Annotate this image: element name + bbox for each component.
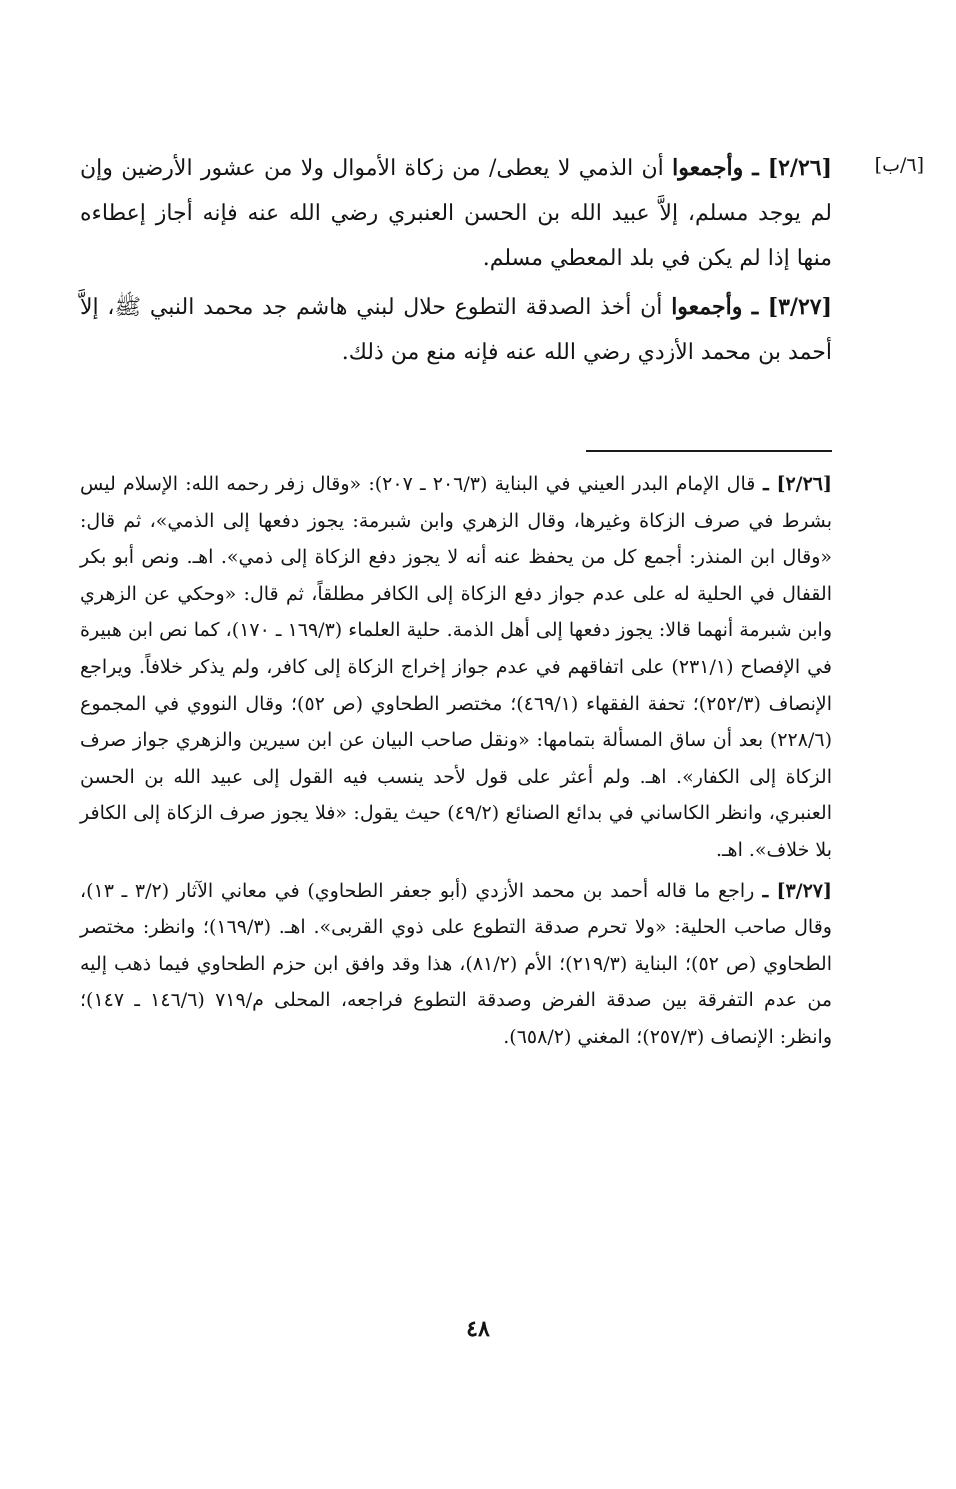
footnote-26 xyxy=(80,466,832,869)
footnote-separator xyxy=(586,450,832,452)
entry-keyword: وأجمعوا xyxy=(672,155,744,181)
footnote-text: قال الإمام البدر العيني في البناية (٢٠٦/٣ ـ ٢٠٧): «وقال زفر رحمه الله: الإسلام ليس بشرط في صرف الزكاة وغيرها، وقال الزهري وابن شبرمة: يجوز دفعها إلى الذمي»، ثم قال: «وقال ابن المنذر: أجمع كل من يحفظ عنه أنه لا يجوز دفع الزكاة إلى ذمي». اهـ. ونص أبو بكر القفال في الحلية له على عدم جواز دفع الزكاة إلى الكافر مطلقاً، ثم قال: «وحكي عن الزهري وابن شبرمة أنهما قالا: يجوز دفعها إلى أهل الذمة. حلية العلماء (١٦٩/٣ ـ ١٧٠)، كما نص ابن هبيرة في الإفصاح (٢٣١/١) على اتفاقهم في عدم جواز إخراج الزكاة إلى كافر، ولم يذكر خلافاً. ويراجع الإنصاف (٢٥٢/٣)؛ تحفة الفقهاء (٤٦٩/١)؛ مختصر الطحاوي (ص ٥٢)؛ وقال النووي في المجموع (٢٢٨/٦) بعد أن ساق المسألة بتمامها: «ونقل صاحب البيان عن ابن سيرين والزهري جواز صرف الزكاة إلى الكفار». اهـ. ولم أعثر على قول لأحد ينسب فيه القول إلى عبيد الله بن الحسن العنبري، وانظر الكاساني في بدائع الصنائع (٤٩/٢) حيث يقول: «فلا يجوز صرف الزكاة إلى الكافر بلا خلاف». اهـ. xyxy=(80,473,833,861)
entry-dash: ـ xyxy=(743,155,768,181)
footnote-number: [٣/٢٧] xyxy=(776,879,832,902)
page-number: ٤٨ xyxy=(466,1316,490,1342)
entry-text: أن الذمي لا يعطى/ من زكاة الأموال ولا من عشور الأرضين وإن لم يوجد مسلم، إلاَّ عبيد الله بن الحسن العنبري رضي الله عنه فإنه أجاز إعطاءه منها إذا لم يكن في بلد المعطي مسلم. xyxy=(80,156,832,271)
manuscript-folio-marker: [٦/ب] xyxy=(874,154,924,176)
main-text xyxy=(80,146,832,379)
footnote-text: راجع ما قاله أحمد بن محمد الأزدي (أبو جعفر الطحاوي) في معاني الآثار (٣/٢ ـ ١٣)، وقال صاحب الحلية: «ولا تحرم صدقة التطوع على ذوي القربى». اهـ. (١٦٩/٣)؛ وانظر: مختصر الطحاوي (ص ٥٢)؛ البناية (٢١٩/٣)؛ الأم (٨١/٢)، هذا وقد وافق ابن حزم الطحاوي فيما ذهب إليه من عدم التفرقة بين صدقة الفرض وصدقة التطوع فراجعه، المحلى م/٧١٩ (١٤٦/٦ ـ ١٤٧)؛ وانظر: الإنصاف (٢٥٧/٣)؛ المغني (٦٥٨/٢). xyxy=(80,879,833,1048)
entry-keyword: وأجمعوا xyxy=(671,294,743,320)
footnote-dash: ـ xyxy=(754,879,777,902)
entry-number: [٢/٢٦] xyxy=(767,155,833,181)
entry-dash: ـ xyxy=(742,294,768,320)
footnote-27 xyxy=(80,873,832,1056)
footnotes xyxy=(80,466,832,1060)
paragraph-26 xyxy=(80,146,832,281)
paragraph-27 xyxy=(80,285,832,375)
footnote-number: [٢/٢٦] xyxy=(776,473,833,495)
footnote-dash: ـ xyxy=(755,473,777,495)
entry-number: [٣/٢٧] xyxy=(767,294,833,320)
entry-text: أن أخذ الصدقة التطوع حلال لبني هاشم جد محمد النبي ﷺ، إلاَّ أحمد بن محمد الأزدي رضي الله عنه فإنه منع من ذلك. xyxy=(80,295,832,365)
